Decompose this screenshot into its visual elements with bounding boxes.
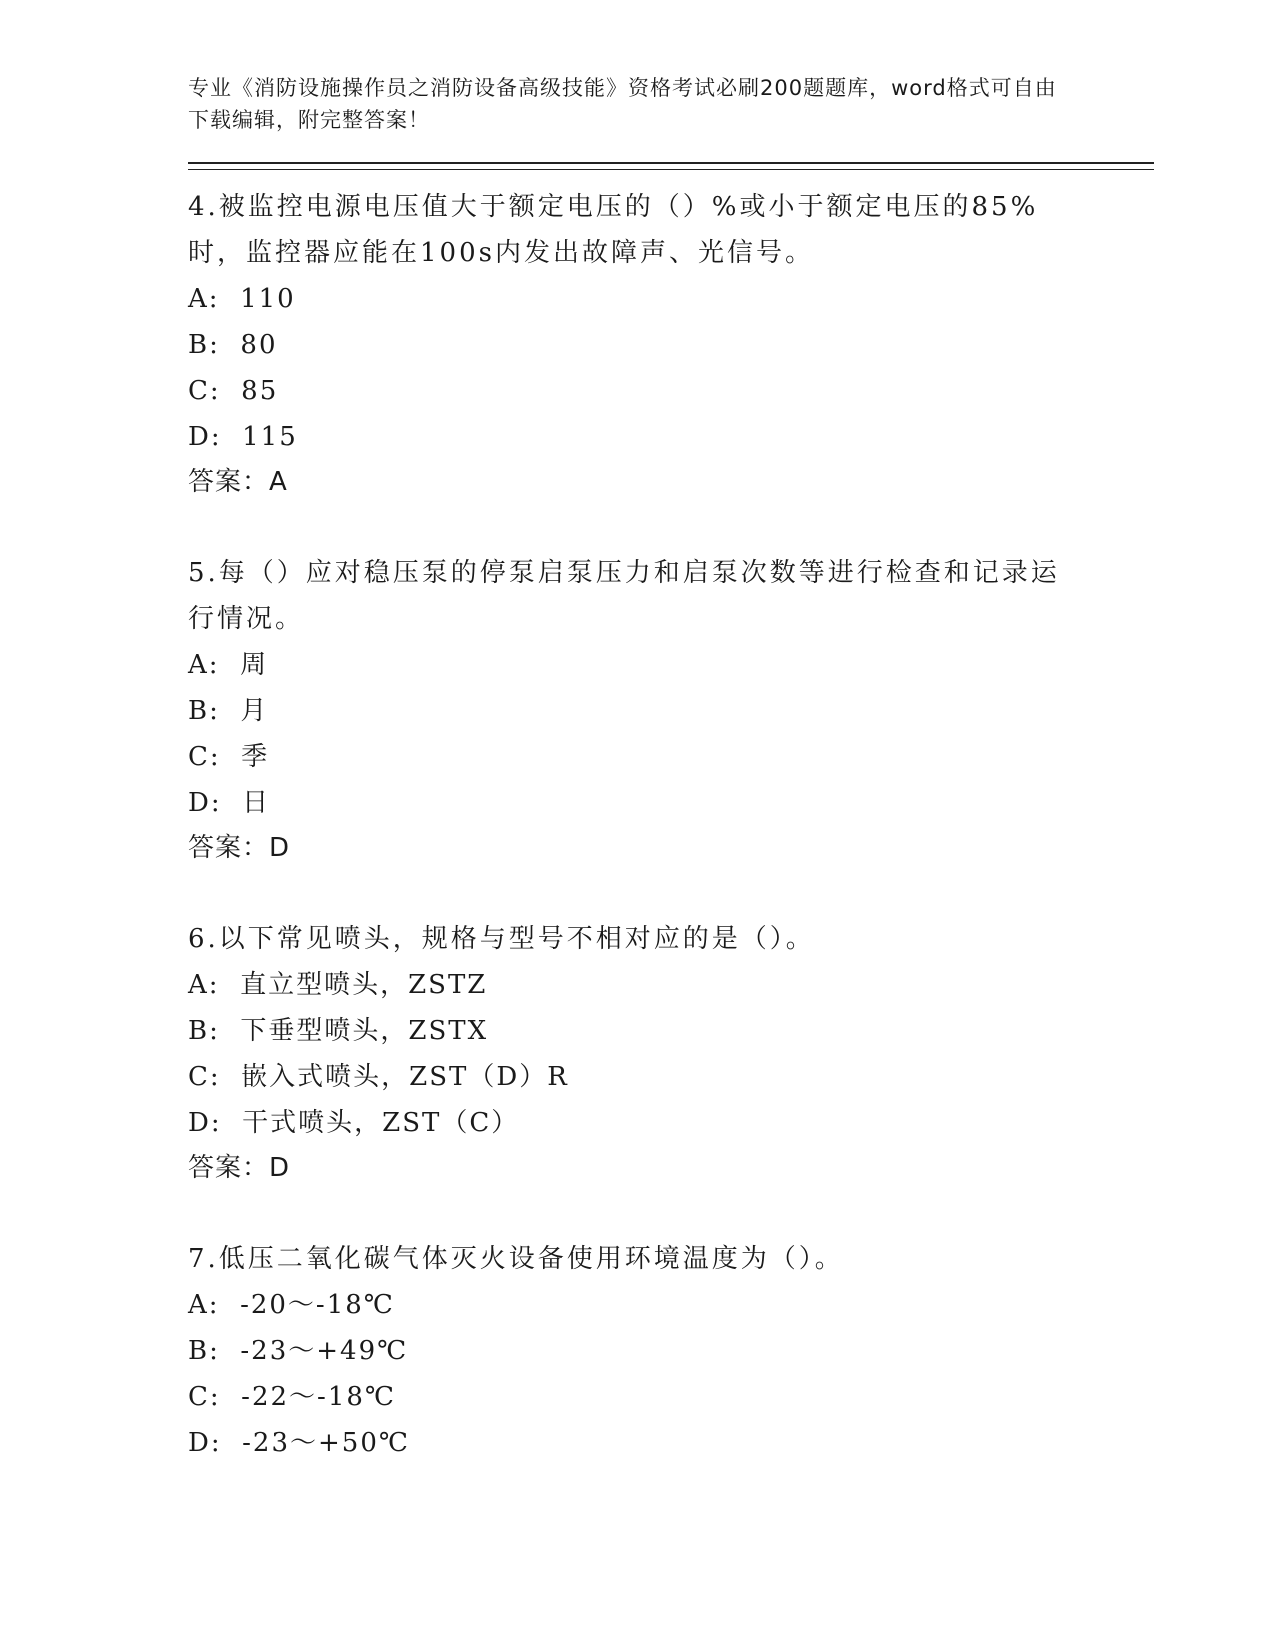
option-c: C: 85 — [188, 376, 279, 406]
question-5 — [188, 550, 1148, 870]
option-c: C: -22～-18℃ — [188, 1382, 397, 1412]
answer-line: 答案：A — [188, 467, 288, 497]
option-c: C: 季 — [188, 742, 270, 772]
question-6 — [188, 916, 1148, 1190]
document-header: 专业《消防设施操作员之消防设备高级技能》资格考试必刷200题题库，word格式可自由下载编辑，附完整答案！ — [188, 76, 1057, 132]
document-page — [188, 72, 1148, 1466]
answer-line: 答案：D — [188, 1153, 291, 1183]
question-stem: 4.被监控电源电压值大于额定电压的（）%或小于额定电压的85%时，监控器应能在100s内发出故障声、光信号。 — [188, 192, 1039, 268]
option-c: C: 嵌入式喷头，ZST（D）R — [188, 1062, 569, 1092]
option-b: B: 80 — [188, 330, 278, 360]
option-b: B: -23～+49℃ — [188, 1336, 409, 1366]
question-stem: 6.以下常见喷头，规格与型号不相对应的是（）。 — [188, 924, 815, 954]
option-a: A: 110 — [188, 284, 296, 314]
question-stem: 5.每（）应对稳压泵的停泵启泵压力和启泵次数等进行检查和记录运行情况。 — [188, 558, 1060, 634]
option-b: B: 月 — [188, 696, 269, 726]
option-b: B: 下垂型喷头，ZSTX — [188, 1016, 489, 1046]
option-d: D: 115 — [188, 422, 298, 452]
header-divider — [188, 162, 1154, 170]
option-d: D: 日 — [188, 788, 271, 818]
question-7 — [188, 1236, 1148, 1466]
option-a: A: 直立型喷头，ZSTZ — [188, 970, 488, 1000]
question-stem: 7.低压二氧化碳气体灭火设备使用环境温度为（）。 — [188, 1244, 844, 1274]
option-a: A: 周 — [188, 650, 269, 680]
option-a: A: -20～-18℃ — [188, 1290, 395, 1320]
option-d: D: -23～+50℃ — [188, 1428, 410, 1458]
option-d: D: 干式喷头，ZST（C） — [188, 1108, 520, 1138]
question-4 — [188, 184, 1148, 504]
answer-line: 答案：D — [188, 833, 291, 863]
